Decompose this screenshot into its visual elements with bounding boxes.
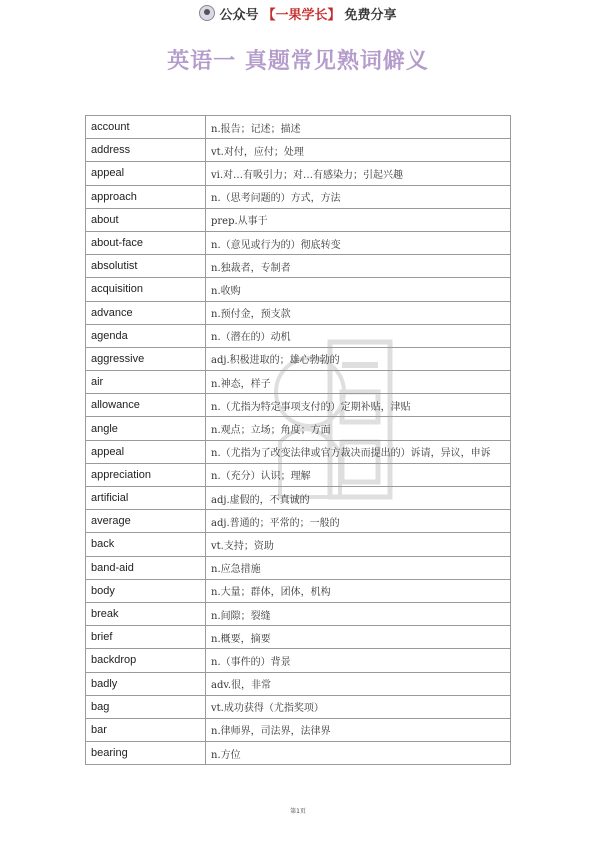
definition-cell: n.预付金，预支款 <box>206 301 511 324</box>
word-cell: band-aid <box>86 556 206 579</box>
definition-cell: n.观点；立场；角度；方面 <box>206 417 511 440</box>
word-cell: agenda <box>86 324 206 347</box>
definition-cell: n.（尤指为了改变法律或官方裁决而提出的）诉请，异议，申诉 <box>206 440 511 463</box>
definition-cell: n.收购 <box>206 278 511 301</box>
word-cell: angle <box>86 417 206 440</box>
definition-cell: n.应急措施 <box>206 556 511 579</box>
definition-cell: n.神态，样子 <box>206 371 511 394</box>
table-row <box>86 347 511 370</box>
table-row <box>86 301 511 324</box>
word-cell: artificial <box>86 487 206 510</box>
word-cell: brief <box>86 626 206 649</box>
definition-cell: vt.支持；资助 <box>206 533 511 556</box>
table-row <box>86 440 511 463</box>
table-row <box>86 255 511 278</box>
table-row <box>86 533 511 556</box>
header-prefix: 公众号 <box>219 7 259 23</box>
word-cell: badly <box>86 672 206 695</box>
word-cell: absolutist <box>86 255 206 278</box>
header-suffix: 免费分享 <box>344 7 397 23</box>
header-brand: 【一果学长】 <box>262 7 341 23</box>
avatar-icon <box>199 5 215 21</box>
table-row <box>86 579 511 602</box>
page-number: 第1页 <box>290 808 306 815</box>
definition-cell: n.（尤指为特定事项支付的）定期补贴，津贴 <box>206 394 511 417</box>
page-title: 英语一 真题常见熟词僻义 <box>167 49 429 74</box>
word-cell: air <box>86 371 206 394</box>
table-row <box>86 487 511 510</box>
table-row <box>86 324 511 347</box>
definition-cell: adj.积极进取的；雄心勃勃的 <box>206 347 511 370</box>
definition-cell: n.（充分）认识；理解 <box>206 463 511 486</box>
word-cell: appeal <box>86 162 206 185</box>
word-cell: bar <box>86 718 206 741</box>
table-row <box>86 556 511 579</box>
table-row <box>86 417 511 440</box>
definition-cell: adv.很，非常 <box>206 672 511 695</box>
definition-cell: n.（事件的）背景 <box>206 649 511 672</box>
table-row <box>86 463 511 486</box>
table-row <box>86 510 511 533</box>
word-cell: aggressive <box>86 347 206 370</box>
word-cell: back <box>86 533 206 556</box>
table-row <box>86 231 511 254</box>
definition-cell: adj.普通的；平常的；一般的 <box>206 510 511 533</box>
table-row <box>86 371 511 394</box>
word-cell: approach <box>86 185 206 208</box>
table-row <box>86 394 511 417</box>
table-row <box>86 649 511 672</box>
table-row <box>86 672 511 695</box>
word-cell: about-face <box>86 231 206 254</box>
definition-cell: vi.对…有吸引力；对…有感染力；引起兴趣 <box>206 162 511 185</box>
definition-cell: n.方位 <box>206 742 511 765</box>
table-row <box>86 139 511 162</box>
word-cell: advance <box>86 301 206 324</box>
definition-cell: n.间隙；裂缝 <box>206 602 511 625</box>
definition-cell: prep.从事于 <box>206 208 511 231</box>
table-row <box>86 116 511 139</box>
table-row <box>86 695 511 718</box>
definition-cell: n.律师界，司法界，法律界 <box>206 718 511 741</box>
definition-cell: n.报告；记述；描述 <box>206 116 511 139</box>
word-cell: break <box>86 602 206 625</box>
definition-cell: n.概要，摘要 <box>206 626 511 649</box>
word-cell: about <box>86 208 206 231</box>
table-row <box>86 742 511 765</box>
definition-cell: n.独裁者，专制者 <box>206 255 511 278</box>
table-row <box>86 185 511 208</box>
word-cell: bearing <box>86 742 206 765</box>
word-cell: average <box>86 510 206 533</box>
vocab-table <box>85 115 511 765</box>
vocab-table-body <box>86 116 511 765</box>
table-row <box>86 602 511 625</box>
table-row <box>86 208 511 231</box>
definition-cell: n.（思考问题的）方式，方法 <box>206 185 511 208</box>
definition-cell: vt.成功获得（尤指奖项） <box>206 695 511 718</box>
word-cell: backdrop <box>86 649 206 672</box>
definition-cell: n.（意见或行为的）彻底转变 <box>206 231 511 254</box>
definition-cell: vt.对付，应付；处理 <box>206 139 511 162</box>
word-cell: account <box>86 116 206 139</box>
word-cell: allowance <box>86 394 206 417</box>
word-cell: bag <box>86 695 206 718</box>
word-cell: address <box>86 139 206 162</box>
table-row <box>86 162 511 185</box>
word-cell: acquisition <box>86 278 206 301</box>
table-row <box>86 278 511 301</box>
word-cell: body <box>86 579 206 602</box>
definition-cell: n.（潜在的）动机 <box>206 324 511 347</box>
definition-cell: n.大量；群体，团体，机构 <box>206 579 511 602</box>
page-header <box>0 0 596 26</box>
word-cell: appeal <box>86 440 206 463</box>
word-cell: appreciation <box>86 463 206 486</box>
table-row <box>86 718 511 741</box>
table-row <box>86 626 511 649</box>
definition-cell: adj.虚假的，不真诚的 <box>206 487 511 510</box>
